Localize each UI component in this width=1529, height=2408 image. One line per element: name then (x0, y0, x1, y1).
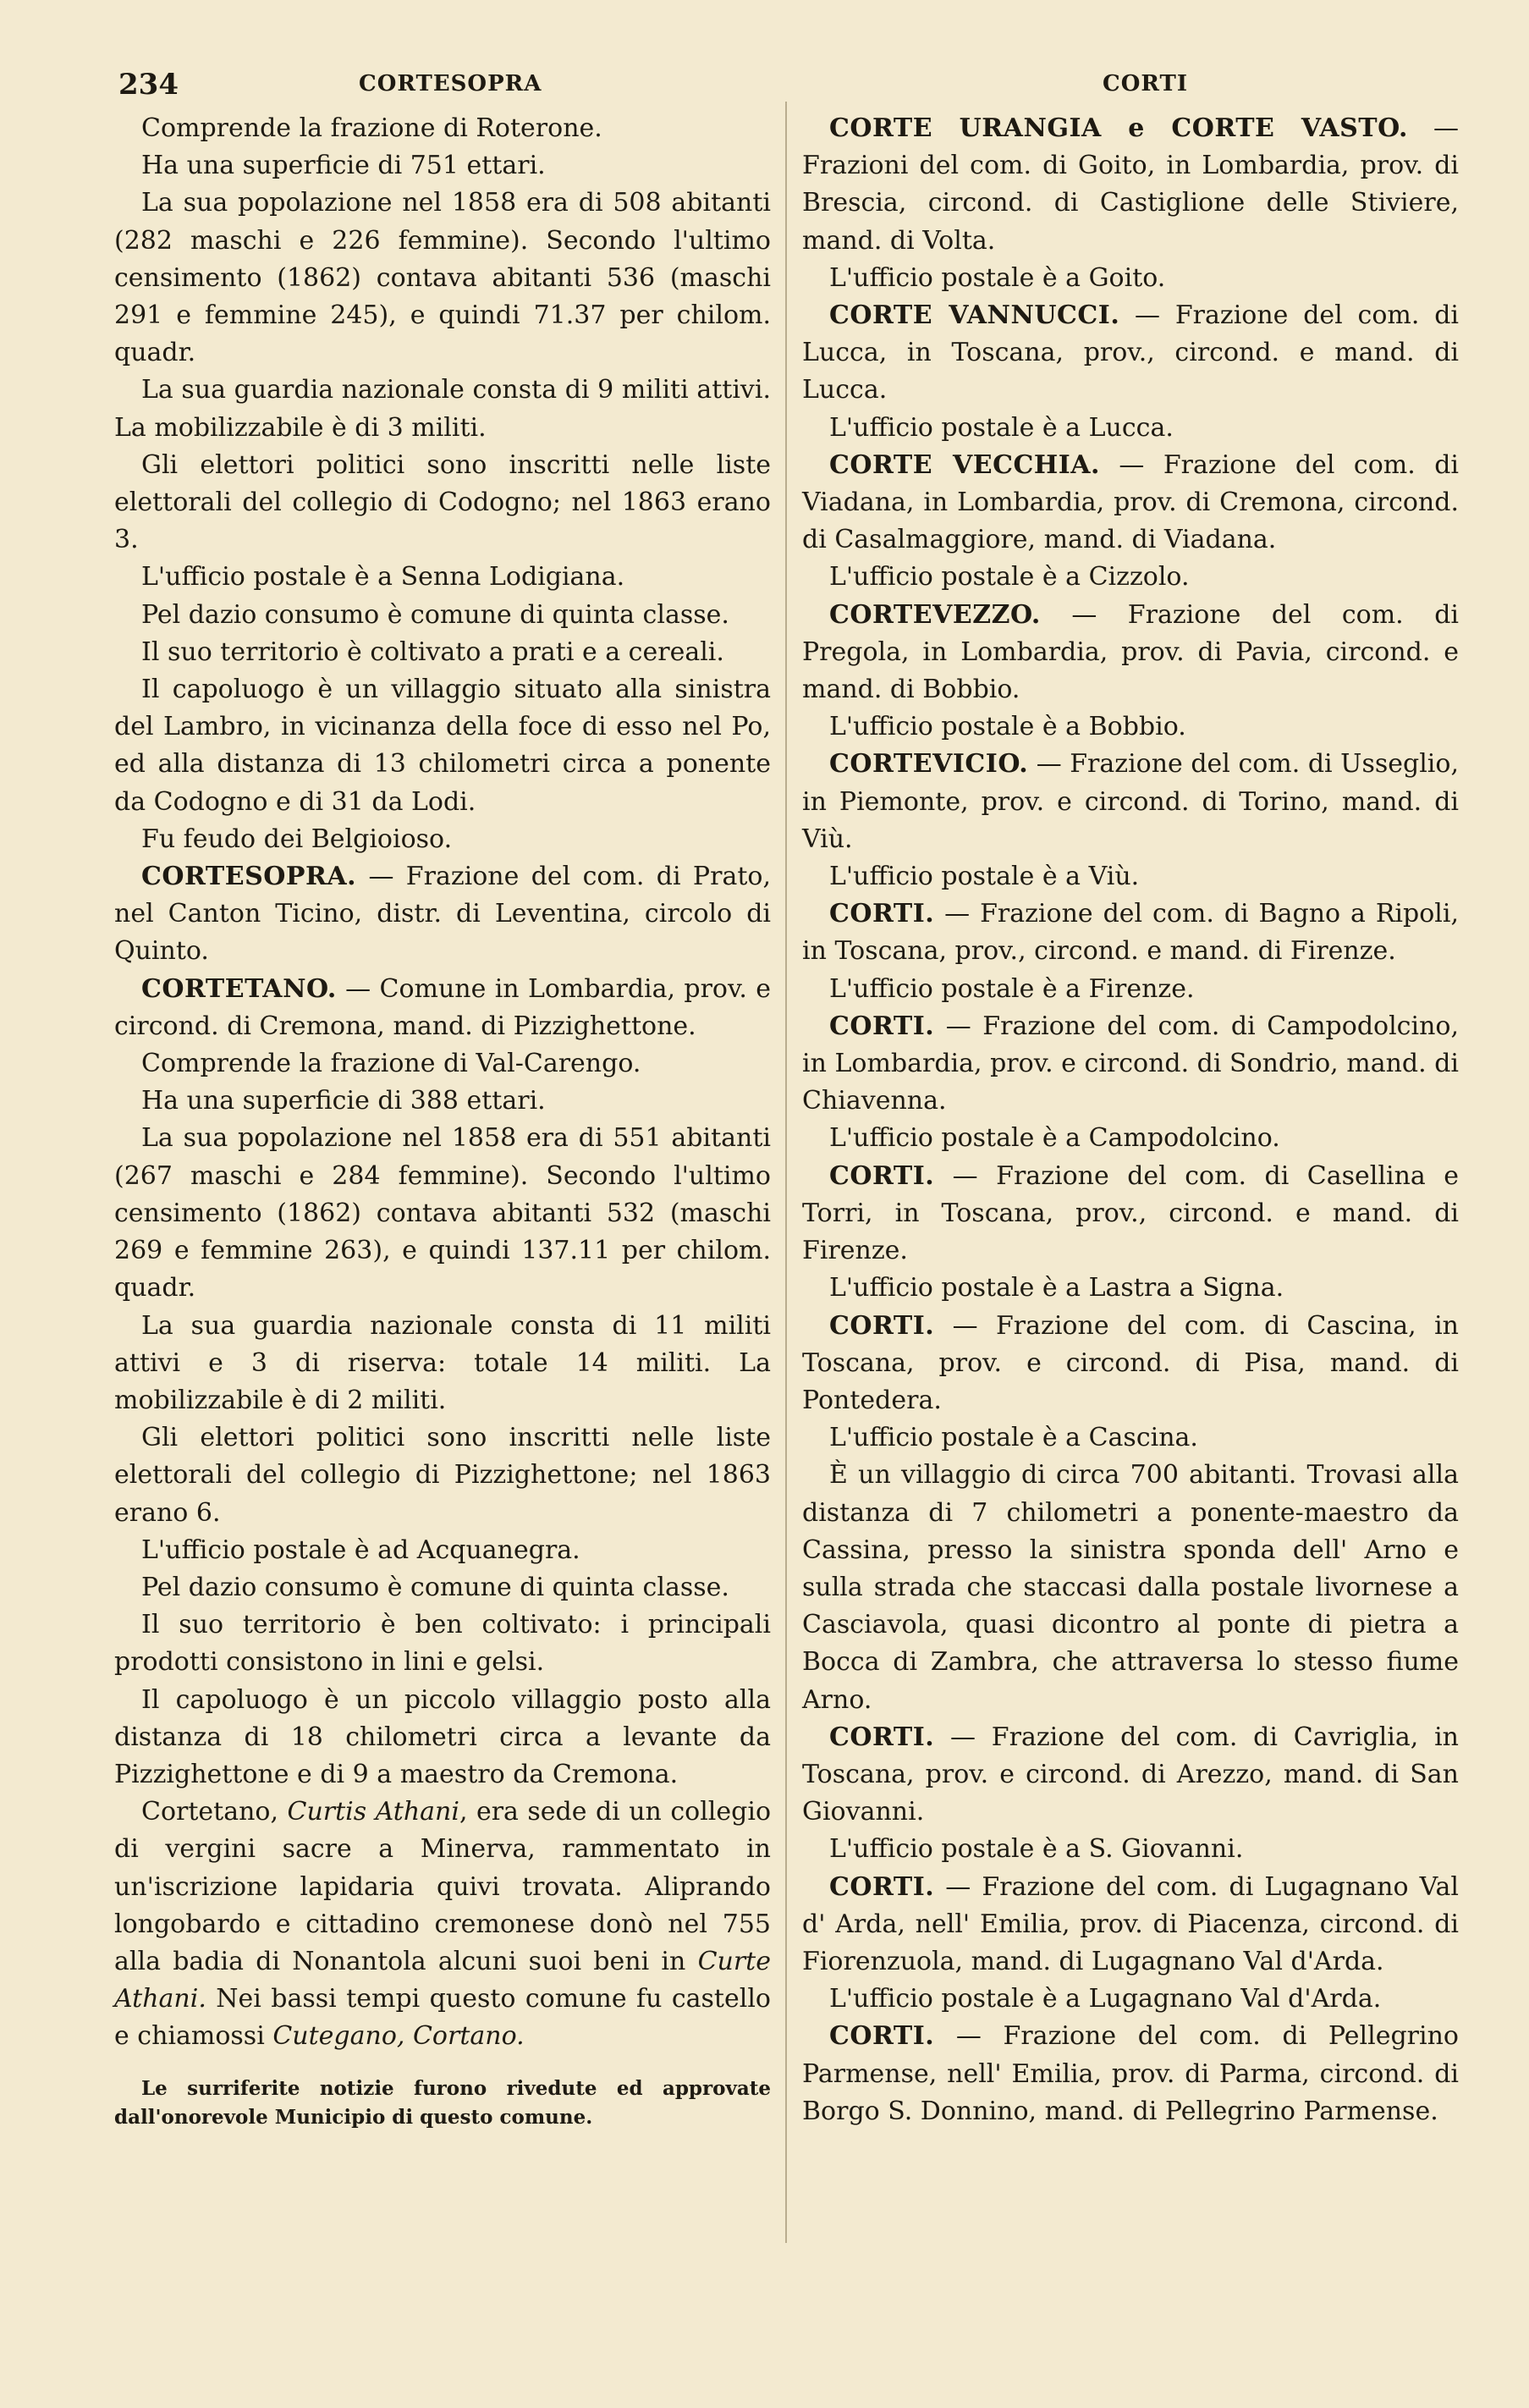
entry-text: — Frazioni del com. di Goito, in Lombardia, prov. di Brescia, circond. di Castiglione delle Stiviere, mand. di Volta. (802, 113, 1459, 256)
paragraph: L'ufficio postale è a Viù. (829, 862, 1140, 892)
column-divider (785, 102, 787, 2243)
right-running-title: CORTI (1103, 71, 1189, 96)
paragraph: L'ufficio postale è a Lucca. (829, 412, 1174, 443)
paragraph: L'ufficio postale è a Cascina. (829, 1423, 1198, 1453)
paragraph: La sua guardia nazionale consta di 9 militi attivi. La mobilizzabile è di 3 militi. (114, 375, 771, 443)
paragraph: Il capoluogo è un piccolo villaggio posto alla distanza di 18 chilometri circa a levante da Pizzighettone e di 9 a maestro da Cremona. (114, 1684, 771, 1789)
paragraph: La sua popolazione nel 1858 era di 551 abitanti (267 maschi e 284 femmine). Secondo l'ultimo censimento (1862) contava abitanti 532 (maschi 269 e femmine 263), e quindi 137.11 per chilom. quadr. (114, 1123, 771, 1303)
entry-heading: CORTE VECCHIA. (829, 449, 1100, 480)
page-number: 234 (118, 68, 179, 102)
paragraph: Fu feudo dei Belgioioso. (141, 824, 453, 854)
entry (802, 746, 1459, 858)
entry (802, 597, 1459, 709)
paragraph: Pel dazio consumo è comune di quinta classe. (141, 599, 729, 630)
entry-heading: CORTI. (829, 899, 935, 929)
paragraph: Il capoluogo è un villaggio situato alla sinistra del Lambro, in vicinanza della foce di esso nel Po, ed alla distanza di 13 chilometri circa a ponente da Codogno e di 31 da Lodi. (114, 675, 771, 817)
entry (802, 2018, 1459, 2130)
entry (802, 1158, 1459, 1270)
entry-heading: CORTI. (829, 1871, 935, 1902)
left-running-title: CORTESOPRA (359, 71, 542, 96)
italic-run: Curtis Athani (287, 1797, 459, 1827)
entry-heading: CORTI. (829, 1160, 935, 1191)
paragraph: Gli elettori politici sono inscritti nelle liste elettorali del collegio di Pizzighettone; nel 1863 erano 6. (114, 1423, 771, 1528)
entry (802, 1719, 1459, 1832)
paragraph: L'ufficio postale è a S. Giovanni. (829, 1834, 1244, 1865)
entry-cortesopra (114, 858, 771, 971)
entry (802, 447, 1459, 559)
paragraph: Il suo territorio è coltivato a prati e a cereali. (141, 636, 724, 667)
italic-run: Cutegano, Cortano. (272, 2021, 525, 2052)
entry-text: — Frazione del com. di Casellina e Torri, in Toscana, prov., circond. e mand. di Firenze. (802, 1160, 1459, 1266)
paragraph: La sua guardia nazionale consta di 11 militi attivi e 3 di riserva: totale 14 militi. La mobilizzabile è di 2 militi. (114, 1310, 771, 1415)
entry-text: — Frazione del com. di Campodolcino, in Lombardia, prov. e circond. di Sondrio, mand. di Chiavenna. (802, 1011, 1459, 1116)
entry-text: — Frazione del com. di Pellegrino Parmense, nell' Emilia, prov. di Parma, circond. di Borgo S. Donnino, mand. di Pellegrino Parmense. (802, 2021, 1459, 2126)
entry-cortetano (114, 971, 771, 1045)
entry (802, 1869, 1459, 1981)
entry-heading: CORTE VANNUCCI. (829, 300, 1120, 331)
paragraph: L'ufficio postale è a Cizzolo. (829, 562, 1190, 592)
paragraph: L'ufficio postale è a Bobbio. (829, 712, 1186, 742)
italic-run: Curte Athani. (114, 1946, 771, 2014)
entry-text: — Frazione del com. di Usseglio, in Piemonte, prov. e circond. di Torino, mand. di Viù. (802, 749, 1459, 854)
paragraph: Ha una superficie di 388 ettari. (141, 1086, 546, 1116)
page-header (0, 68, 1529, 105)
paragraph: L'ufficio postale è a Goito. (829, 262, 1166, 293)
paragraph: L'ufficio postale è a Firenze. (829, 973, 1195, 1004)
entry-text: — Frazione del com. di Viadana, in Lombardia, prov. di Cremona, circond. di Casalmaggiore, mand. di Viadana. (802, 449, 1459, 555)
entry-text: — Frazione del com. di Cascina, in Toscana, prov. e circond. di Pisa, mand. di Pontedera. (802, 1310, 1459, 1415)
paragraph: Pel dazio consumo è comune di quinta classe. (141, 1572, 729, 1602)
entry (802, 895, 1459, 970)
paragraph: L'ufficio postale è ad Acquanegra. (141, 1535, 580, 1565)
entry-heading: CORTEVEZZO. (829, 599, 1041, 630)
entry-text: — Frazione del com. di Cavriglia, in Toscana, prov. e circond. di Arezzo, mand. di San Giovanni. (802, 1722, 1459, 1827)
paragraph: Comprende la frazione di Roterone. (141, 113, 602, 143)
text-run: Cortetano, (141, 1797, 288, 1827)
left-column (114, 110, 771, 2132)
right-column (802, 110, 1459, 2130)
entry-heading: CORTETANO. (141, 973, 337, 1004)
entry (802, 297, 1459, 410)
entry-text: — Frazione del com. di Pregola, in Lombardia, prov. di Pavia, circond. e mand. di Bobbio. (802, 599, 1459, 705)
paragraph: L'ufficio postale è a Campodolcino. (829, 1123, 1280, 1154)
paragraph-history (114, 1794, 771, 2055)
paragraph: Il suo territorio è ben coltivato: i principali prodotti consistono in lini e gelsi. (114, 1610, 771, 1678)
paragraph: Ha una superficie di 751 ettari. (141, 151, 546, 181)
entry (802, 110, 1459, 260)
entry-heading: CORTESOPRA. (141, 862, 357, 892)
text-run: , era sede di un collegio di vergini sacre a Minerva, rammentato in un'iscrizione lapidaria quivi trovata. Aliprando longobardo e cittadino cremonese donò nel 755 alla badia di Nonantola alcuni suoi beni in (114, 1797, 772, 1976)
entry-heading: CORTI. (829, 2021, 935, 2052)
entry (802, 1308, 1459, 1420)
entry-heading: CORTI. (829, 1011, 935, 1041)
entry-text: — Frazione del com. di Prato, nel Canton Ticino, distr. di Leventina, circolo di Quinto. (114, 862, 771, 967)
text-run: Nei bassi tempi questo comune fu castello e chiamossi (114, 1984, 771, 2052)
paragraph: La sua popolazione nel 1858 era di 508 abitanti (282 maschi e 226 femmine). Secondo l'ultimo censimento (1862) contava abitanti 536 (maschi 291 e femmine 245), e quindi 71.37 per chilom. quadr. (114, 188, 771, 368)
paragraph: Comprende la frazione di Val-Carengo. (141, 1049, 641, 1079)
entry-text: — Frazione del com. di Lucca, in Toscana, prov., circond. e mand. di Lucca. (802, 300, 1459, 405)
entry-heading: CORTI. (829, 1722, 935, 1752)
entry-text: — Frazione del com. di Bagno a Ripoli, in Toscana, prov., circond. e mand. di Firenze. (802, 899, 1459, 967)
entry-heading: CORTI. (829, 1310, 935, 1341)
entry (802, 1008, 1459, 1121)
paragraph: L'ufficio postale è a Senna Lodigiana. (141, 562, 625, 592)
paragraph: Gli elettori politici sono inscritti nelle liste elettorali del collegio di Codogno; nel 1863 erano 3. (114, 449, 771, 555)
paragraph: L'ufficio postale è a Lastra a Signa. (829, 1273, 1284, 1303)
paragraph: È un villaggio di circa 700 abitanti. Trovasi alla distanza di 7 chilometri a ponente-maestro da Cassina, presso la sinistra sponda dell' Arno e sulla strada che staccasi dalla postale livornese a Casciavola, quasi dicontro al ponte di pietra a Bocca di Zambra, che attraversa lo stesso fiume Arno. (802, 1460, 1459, 1715)
entry-heading: CORTEVICIO. (829, 749, 1029, 780)
entry-text: — Frazione del com. di Lugagnano Val d' Arda, nell' Emilia, prov. di Piacenza, circond. di Fiorenzuola, mand. di Lugagnano Val d'Arda. (802, 1871, 1459, 1976)
footnote: Le surriferite notizie furono rivedute ed approvate dall'onorevole Municipio di questo comune. (114, 2076, 771, 2129)
entry-text: — Comune in Lombardia, prov. e circond. di Cremona, mand. di Pizzighettone. (114, 973, 771, 1041)
entry-heading: CORTE URANGIA e CORTE VASTO. (829, 113, 1408, 143)
paragraph: L'ufficio postale è a Lugagnano Val d'Arda. (829, 1984, 1382, 2014)
